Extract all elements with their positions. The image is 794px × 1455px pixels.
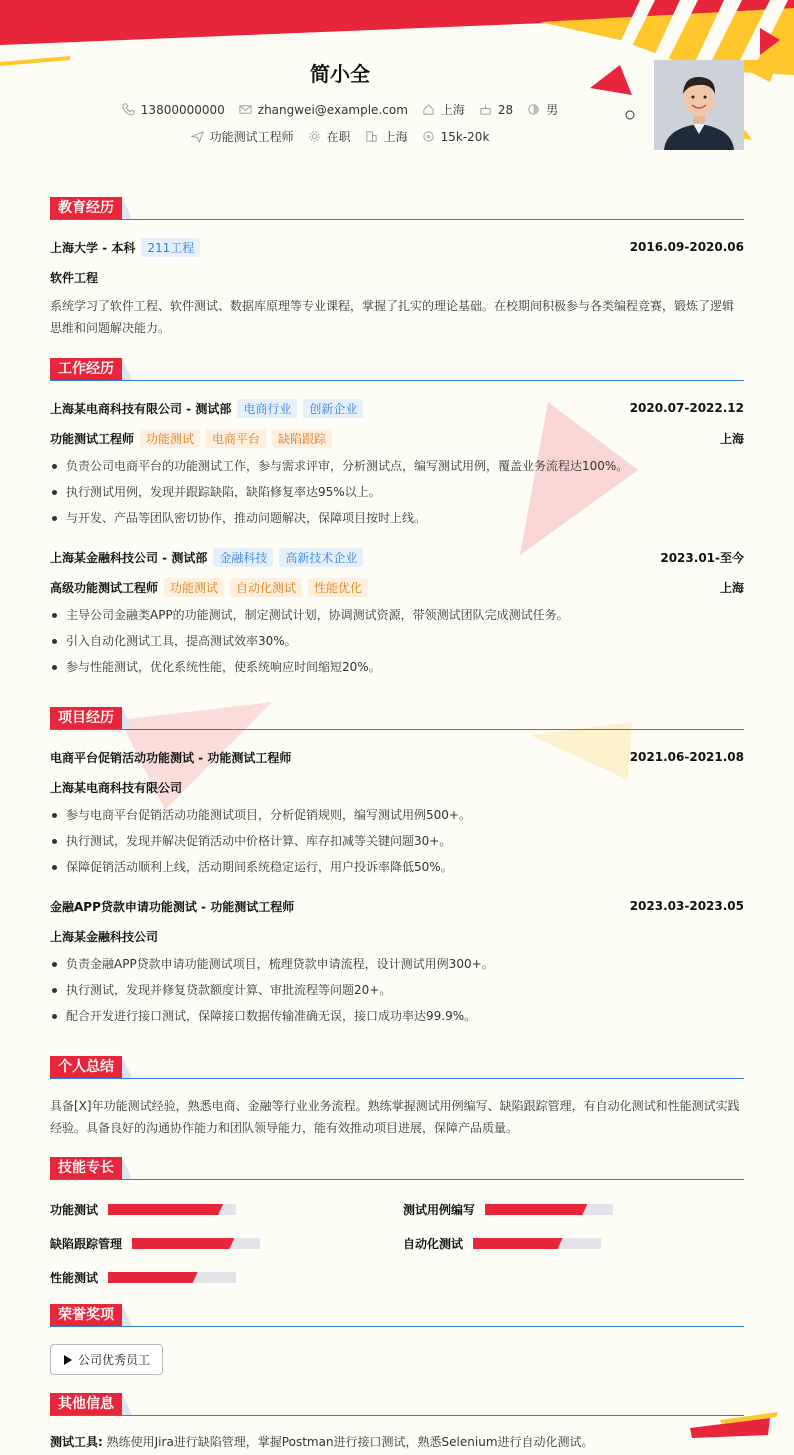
skill-name: 性能测试 [50,1271,99,1285]
summary-text: 具备[X]年功能测试经验，熟悉电商、金融等行业业务流程。熟练掌握测试用例编写、缺陷跟踪管理，有自动化测试和性能测试实践经验。具备良好的沟通协作能力和团队领导能力，能有效推动项目进展，保障产品质量。 [50,1099,740,1135]
list-item: 主导公司金融类APP的功能测试，制定测试计划，协调测试资源，带领测试团队完成测试任务。 [50,602,744,628]
job-date: 2023.01-至今 [660,550,744,565]
salary-info [422,130,490,144]
work-city-text: 上海 [383,130,408,144]
skills-section [50,1158,744,1288]
project-company: 上海某金融科技公司 [50,929,159,944]
project-1-head [50,747,744,767]
job-text: 功能测试工程师 [209,130,294,144]
work-header [50,359,744,381]
phone-icon [122,103,135,116]
major: 软件工程 [50,270,99,285]
list-item: 参与性能测试，优化系统性能，使系统响应时间缩短20%。 [50,654,744,680]
contact-row [0,101,680,118]
job-info [191,128,294,145]
project-title: 项目经历 [50,707,122,729]
skill-item [50,1235,260,1252]
skill-item [403,1201,613,1218]
avatar [654,60,744,150]
project-2-bullets [50,951,744,1029]
work-city-info [365,128,408,145]
other-label: 测试工具: [50,1435,103,1449]
city-info [422,101,465,118]
work-section [50,359,744,680]
skill-tag: 电商平台 [206,429,266,448]
skill-name: 自动化测试 [403,1237,464,1251]
gender-icon [527,103,540,116]
skill-name: 缺陷跟踪管理 [50,1237,123,1251]
skill-bar-fill [473,1238,563,1249]
list-item: 执行测试，发现并修复贷款额度计算、审批流程等问题20+。 [50,977,744,1003]
education-row [50,237,744,257]
other-title: 其他信息 [50,1393,122,1415]
triangle-right-icon [63,1355,72,1365]
home-icon [422,103,435,116]
section-tail [122,707,132,729]
job-location: 上海 [719,580,744,595]
project-date: 2023.03-2023.05 [629,899,744,913]
role-name: 功能测试工程师 [50,431,135,446]
education-header [50,198,744,220]
project-1-bullets [50,802,744,880]
company-tag: 金融科技 [213,548,273,567]
list-item: 执行测试用例，发现并跟踪缺陷，缺陷修复率达95%以上。 [50,479,744,505]
cake-icon [479,103,492,116]
section-tail [122,1393,132,1415]
job-location: 上海 [719,431,744,446]
role-name: 高级功能测试工程师 [50,580,159,595]
other-header [50,1394,744,1416]
job-2-bullets [50,602,744,680]
skill-bar-fill [132,1238,234,1249]
section-tail [122,1157,132,1179]
job-entry-2-role [50,577,744,597]
company-tag: 高新技术企业 [279,548,363,567]
job-date: 2020.07-2022.12 [629,401,744,415]
salary-text: 15k-20k [440,129,490,144]
education-section [50,198,744,339]
project-name: 电商平台促销活动功能测试 - 功能测试工程师 [50,750,292,765]
skill-item [50,1201,236,1218]
phone-text: 13800000000 [140,102,225,117]
city-text: 上海 [440,103,465,117]
skill-bar [473,1238,601,1249]
other-section [50,1394,744,1453]
skill-tag: 性能优化 [308,578,368,597]
section-tail [122,1304,132,1326]
school-name: 上海大学 - 本科 [50,240,136,255]
skill-item [403,1235,601,1252]
project-1-company [50,777,744,797]
job-entry-2-head [50,547,744,567]
building-icon [365,130,378,143]
education-title: 教育经历 [50,197,122,219]
project-company: 上海某电商科技有限公司 [50,780,183,795]
skill-item [50,1269,236,1286]
company-tag: 创新企业 [303,399,363,418]
award-text: 公司优秀员工 [78,1353,151,1367]
age-info [479,103,513,117]
age-text: 28 [497,102,514,117]
education-date: 2016.09-2020.06 [629,240,744,254]
awards-title: 荣誉奖项 [50,1304,122,1326]
list-item: 负责金融APP贷款申请功能测试项目，梳理贷款申请流程，设计测试用例300+。 [50,951,744,977]
job-entry-1-head [50,398,744,418]
awards-section [50,1305,744,1375]
summary-section [50,1057,744,1139]
skill-tag: 功能测试 [164,578,224,597]
other-line [50,1431,744,1453]
skills-title: 技能专长 [50,1157,122,1179]
education-desc: 系统学习了软件工程、软件测试、数据库原理等专业课程，掌握了扎实的理论基础。在校期间积极参与各类编程竞赛，锻炼了逻辑思维和问题解决能力。 [50,299,735,335]
project-2-company [50,926,744,946]
skill-bar-fill [108,1204,223,1215]
status-text: 在职 [326,130,351,144]
skills-header [50,1158,744,1180]
gender-info [527,101,558,118]
list-item: 执行测试，发现并解决促销活动中价格计算、库存扣减等关键问题30+。 [50,828,744,854]
section-tail [122,1056,132,1078]
skill-bar [108,1204,236,1215]
skill-tag: 自动化测试 [230,578,302,597]
list-item: 保障促销活动顺利上线，活动期间系统稳定运行，用户投诉率降低50%。 [50,854,744,880]
skill-bar-fill [485,1204,587,1215]
company-tag: 电商行业 [237,399,297,418]
send-icon [191,130,204,143]
awards-header [50,1305,744,1327]
skill-tag: 功能测试 [140,429,200,448]
person-portrait-icon [654,60,744,150]
gear-icon [308,130,321,143]
email-info [239,103,408,117]
major-row [50,267,744,287]
list-item: 配合开发进行接口测试，保障接口数据传输准确无误，接口成功率达99.9%。 [50,1003,744,1029]
job-entry-1-role [50,428,744,448]
company-name: 上海某电商科技有限公司 - 测试部 [50,401,232,416]
skill-bar [108,1272,236,1283]
work-title: 工作经历 [50,358,122,380]
project-header [50,708,744,730]
gender-text: 男 [546,103,559,117]
project-name: 金融APP贷款申请功能测试 - 功能测试工程师 [50,899,295,914]
other-text: 熟练使用Jira进行缺陷管理，掌握Postman进行接口测试，熟悉Selenium进行自动化测试。 [106,1435,594,1449]
skill-name: 功能测试 [50,1203,99,1217]
coin-icon [422,130,435,143]
list-item: 参与电商平台促销活动功能测试项目，分析促销规则，编写测试用例500+。 [50,802,744,828]
phone-info [122,103,225,117]
summary-title: 个人总结 [50,1056,122,1078]
mail-icon [239,103,252,116]
candidate-name: 简小全 [310,62,370,86]
skill-bar [132,1238,260,1249]
project-section [50,708,744,1029]
section-tail [122,358,132,380]
summary-header [50,1057,744,1079]
skill-bar-fill [108,1272,198,1283]
skill-bar [485,1204,613,1215]
status-info [308,128,351,145]
email-text: zhangwei@example.com [257,102,408,117]
project-2-head [50,896,744,916]
project-date: 2021.06-2021.08 [629,750,744,764]
skill-tag: 缺陷跟踪 [272,429,332,448]
list-item: 负责公司电商平台的功能测试工作，参与需求评审，分析测试点，编写测试用例，覆盖业务流程达100%。 [50,453,744,479]
list-item: 引入自动化测试工具，提高测试效率30%。 [50,628,744,654]
job-row [0,128,680,145]
company-name: 上海某金融科技公司 - 测试部 [50,550,208,565]
job-1-bullets [50,453,744,531]
school-tag: 211工程 [141,238,200,257]
award-badge [50,1344,163,1375]
skill-name: 测试用例编写 [403,1203,476,1217]
list-item: 与开发、产品等团队密切协作，推动问题解决，保障项目按时上线。 [50,505,744,531]
section-tail [122,197,132,219]
